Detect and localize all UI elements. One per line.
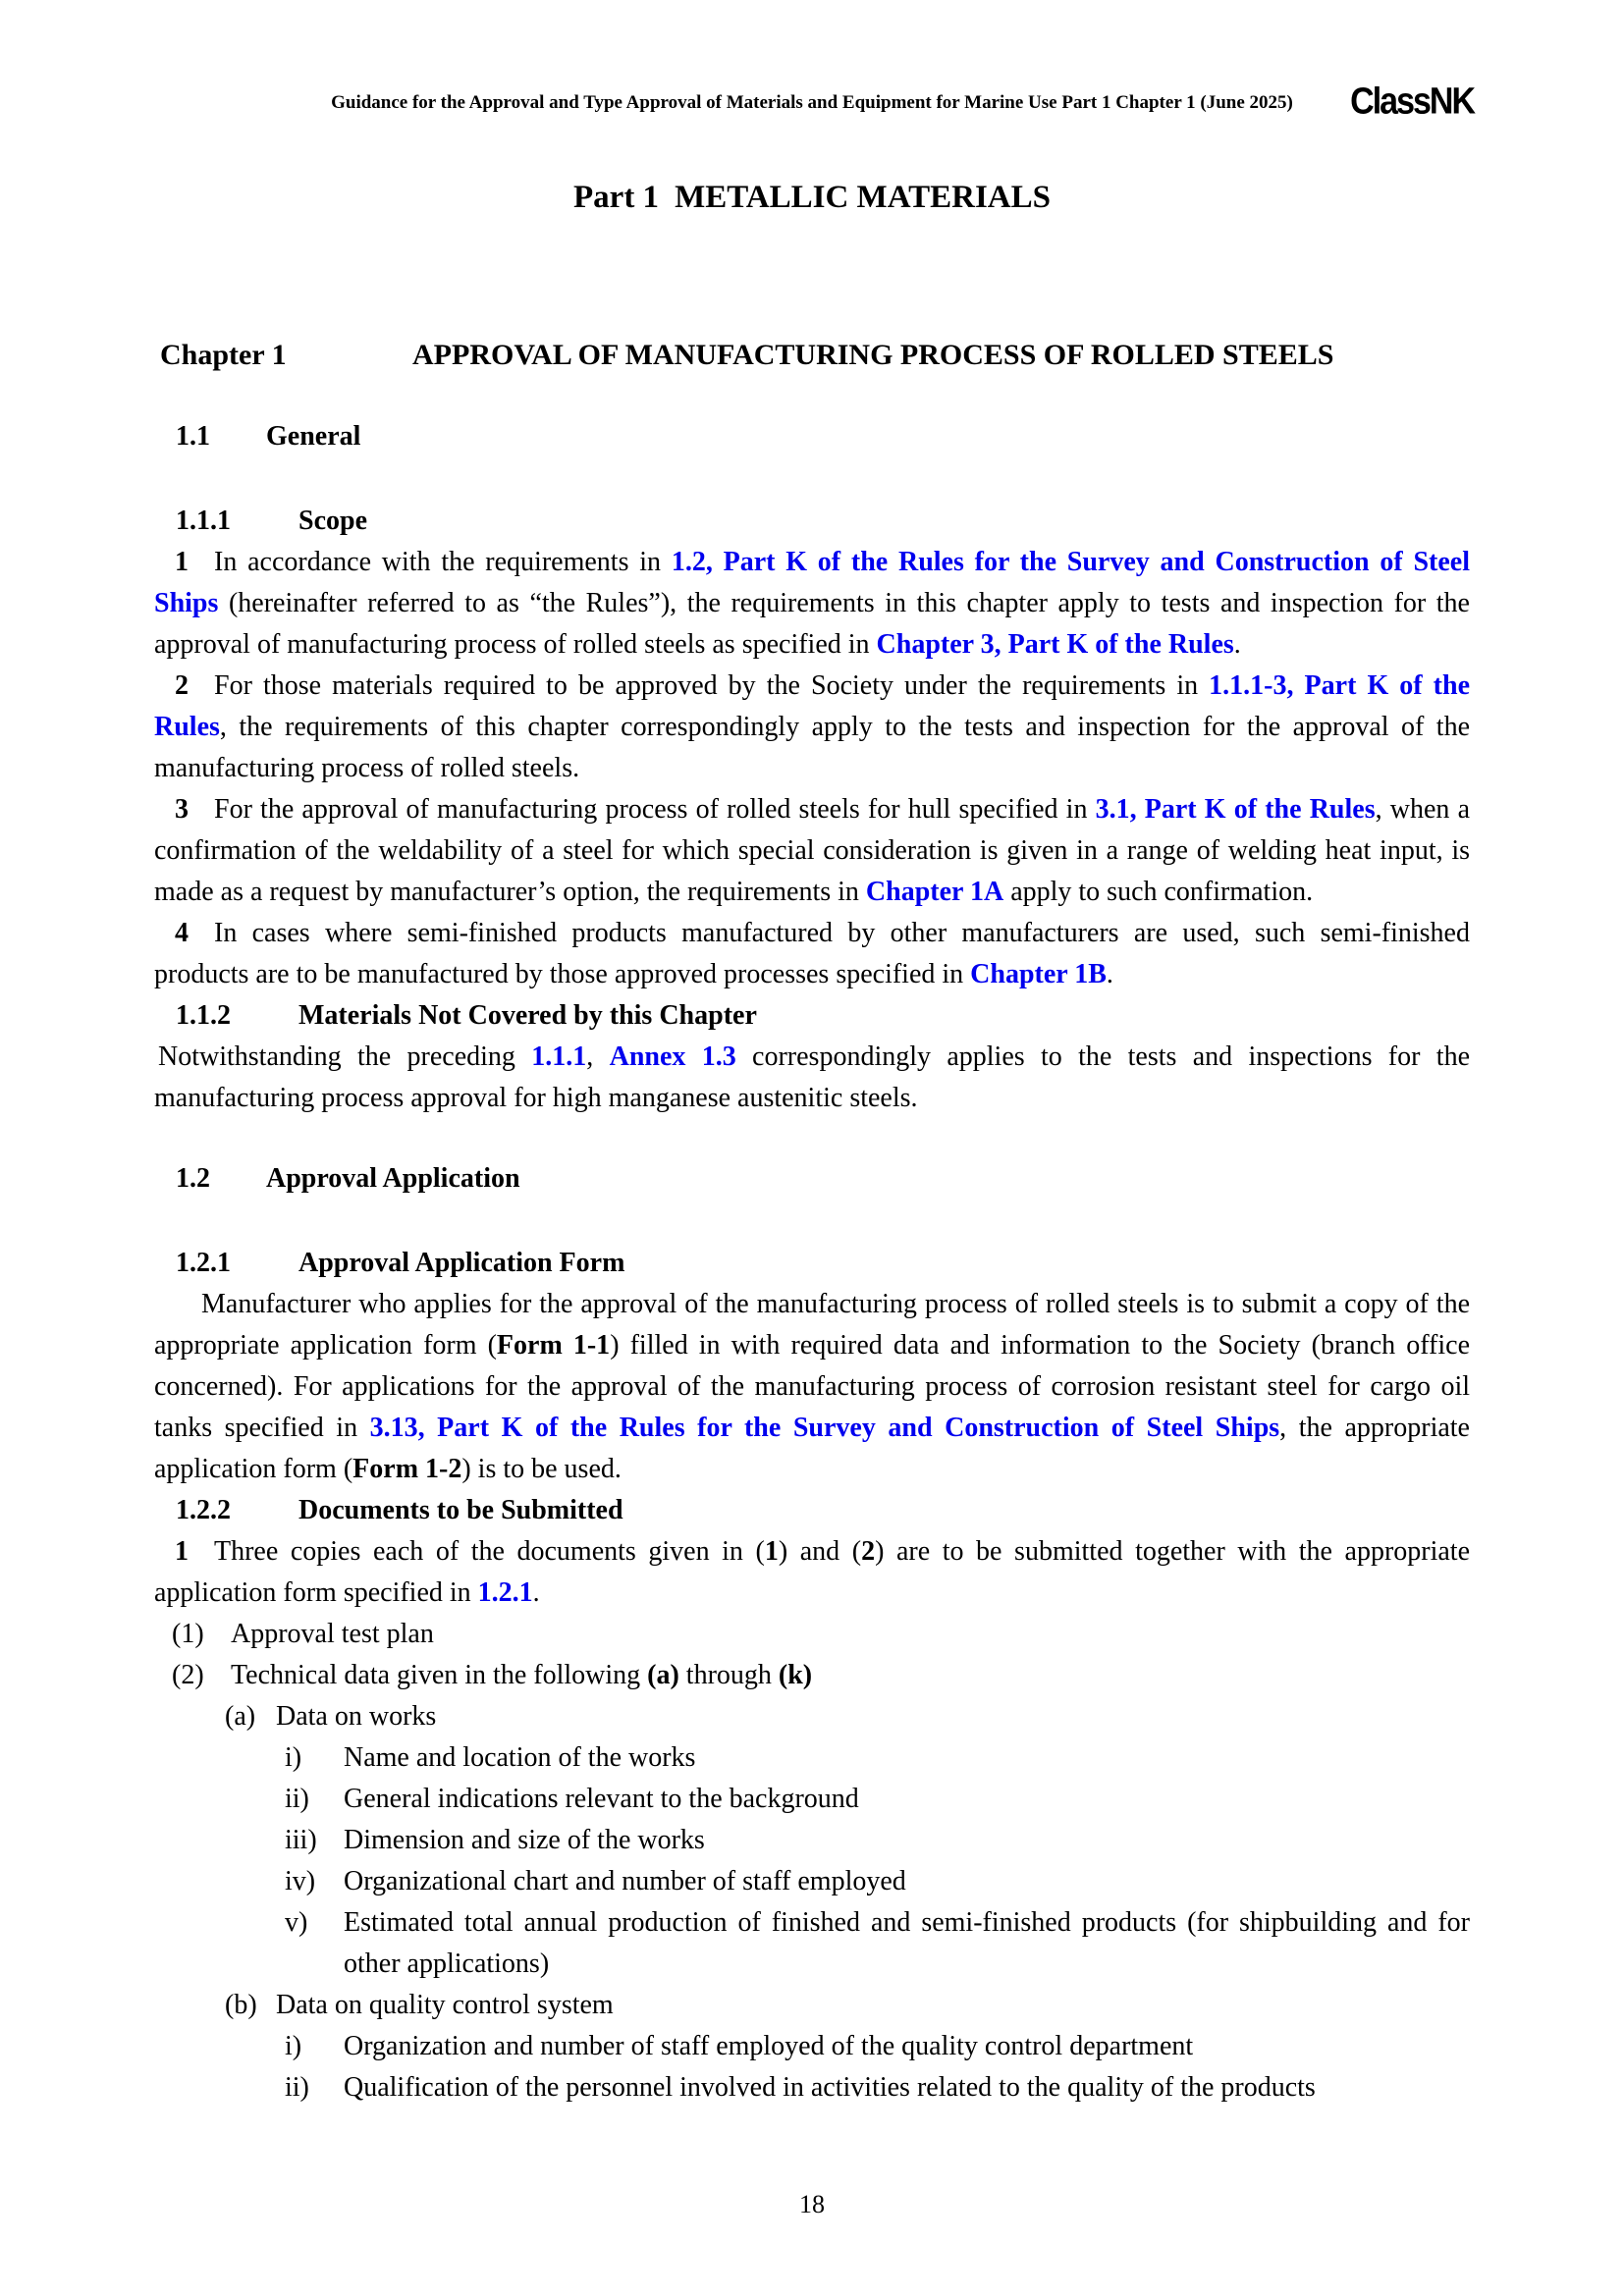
paragraph: Notwithstanding the preceding 1.1.1, Annex 1.3 correspondingly applies to the tests and inspections for the manufacturing process approval for high manganese austenitic steels. [154, 1041, 1470, 1113]
section-label: Scope [298, 506, 367, 536]
list-marker: i) [285, 1742, 302, 1773]
page-footer [0, 2189, 1624, 2220]
cross-reference-link[interactable]: 3.1, Part K of the Rules [1095, 794, 1376, 825]
list-item [154, 1737, 1470, 1779]
bold-text: (a) [647, 1660, 679, 1690]
section-label: Approval Application [266, 1163, 520, 1194]
list-marker: iii) [285, 1825, 317, 1855]
list-marker: ii) [285, 1784, 309, 1814]
list-marker: v) [285, 1907, 308, 1938]
cross-reference-link[interactable]: 1.2, Part K of the Rules for the Survey and Construction of Steel Ships [154, 547, 1470, 618]
section-heading-1.1.2 [154, 995, 1470, 1037]
page-number: 18 [799, 2190, 825, 2218]
section-number: 1.2 [176, 1163, 210, 1194]
part-title-text: METALLIC MATERIALS [675, 180, 1051, 215]
section-number: 1.2.2 [176, 1495, 231, 1525]
chapter-title: APPROVAL OF MANUFACTURING PROCESS OF ROLLED STEELS [412, 339, 1334, 371]
section-label: Documents to be Submitted [298, 1495, 623, 1525]
list-item-text: Data on quality control system [276, 1990, 614, 2020]
list-item-text: Qualification of the personnel involved in activities related to the quality of the products [344, 2072, 1316, 2103]
section-heading-1.2 [154, 1158, 1470, 1200]
list-item [154, 1985, 1470, 2026]
cross-reference-link[interactable]: 1.1.1-3, Part K of the Rules [154, 670, 1471, 742]
paragraph: 3 For the approval of manufacturing process of rolled steels for hull specified in 3.1, Part K of the Rules, when a confirmation of the weldability of a steel for which special consideration is given in a range of welding heat input, is made as a request by manufacturer’s option, the requirements in Chapter 1A apply to such confirmation. [154, 794, 1470, 907]
list-item-text: Organizational chart and number of staff employed [344, 1866, 906, 1896]
list-item [154, 1696, 1470, 1737]
list-marker: i) [285, 2031, 302, 2061]
section-heading-1.2.2 [154, 1490, 1470, 1531]
list-item-text: Dimension and size of the works [344, 1825, 705, 1855]
list-item-text: Technical data given in the following (a) through (k) [231, 1660, 813, 1690]
paragraph-number: 1 [175, 547, 189, 577]
bold-text: Form 1-1 [496, 1330, 611, 1361]
chapter-label: Chapter 1 [160, 339, 287, 371]
section-number: 1.1.1 [176, 506, 231, 536]
paragraph: 4 In cases where semi-finished products manufactured by other manufacturers are used, such semi-finished products are to be manufactured by those approved processes specified in Chapter 1B. [154, 918, 1470, 989]
cross-reference-link[interactable]: Chapter 1A [865, 877, 1004, 907]
list-item [154, 1902, 1470, 1985]
paragraph-number: 2 [175, 670, 189, 701]
classnk-logo: ClassNK [1350, 80, 1474, 123]
bold-text: (k) [778, 1660, 813, 1690]
list-item-text: Organization and number of staff employed of the quality control department [344, 2031, 1194, 2061]
list-item [154, 1779, 1470, 1820]
header-title: Guidance for the Approval and Type Approval of Materials and Equipment for Marine Use Part 1 Chapter 1 (June 2025) [331, 92, 1293, 113]
list-marker: ii) [285, 2072, 309, 2103]
section-label: Materials Not Covered by this Chapter [298, 1000, 757, 1031]
cross-reference-link[interactable]: Chapter 1B [970, 959, 1107, 989]
list-marker: (2) [172, 1660, 204, 1690]
paragraph-number: 3 [175, 794, 189, 825]
cross-reference-link[interactable]: Annex 1.3 [609, 1041, 736, 1072]
section-number: 1.2.1 [176, 1248, 231, 1278]
paragraph: 1 In accordance with the requirements in 1.2, Part K of the Rules for the Survey and Construction of Steel Ships (hereinafter referred to as “the Rules”), the requirements in this chapter apply to tests and inspection for the approval of manufacturing process of rolled steels as specified in Chapter 3, Part K of the Rules. [154, 547, 1470, 660]
list-item [154, 1655, 1470, 1696]
document-header [154, 80, 1474, 124]
cross-reference-link[interactable]: 1.2.1 [477, 1577, 533, 1608]
list-marker: iv) [285, 1866, 316, 1896]
list-item-text: Data on works [276, 1701, 437, 1732]
list-item [154, 1861, 1470, 1902]
bold-text: 1 [764, 1536, 779, 1567]
part-title [154, 175, 1470, 220]
document-body [154, 416, 1470, 2109]
part-title-label: Part 1 [573, 180, 660, 215]
bold-text: 2 [861, 1536, 876, 1567]
cross-reference-link[interactable]: Chapter 3, Part K of the Rules [876, 629, 1234, 660]
section-label: Approval Application Form [298, 1248, 625, 1278]
section-label: General [266, 421, 361, 452]
section-heading-1.2.1 [154, 1243, 1470, 1284]
list-item [154, 2067, 1470, 2109]
paragraph: 1 Three copies each of the documents given in (1) and (2) are to be submitted together with the appropriate application form specified in 1.2.1. [154, 1536, 1471, 1608]
list-item-text: Estimated total annual production of finished and semi-finished products (for shipbuilding and for other applications) [344, 1907, 1470, 1979]
section-heading-1.1 [154, 416, 1470, 457]
list-item [154, 1614, 1470, 1655]
list-marker: (a) [225, 1701, 256, 1732]
section-number: 1.1 [176, 421, 210, 452]
list-marker: (b) [225, 1990, 257, 2020]
section-number: 1.1.2 [176, 1000, 231, 1031]
section-heading-1.1.1 [154, 501, 1470, 542]
paragraph-number: 4 [175, 918, 189, 948]
list-item [154, 2026, 1470, 2067]
paragraph-number: 1 [175, 1536, 189, 1567]
list-item-text: Approval test plan [231, 1619, 434, 1649]
chapter-heading [154, 334, 1470, 377]
cross-reference-link[interactable]: 3.13, Part K of the Rules for the Survey and Construction of Steel Ships [369, 1413, 1280, 1443]
list-item-text: General indications relevant to the background [344, 1784, 859, 1814]
list-marker: (1) [172, 1619, 204, 1649]
list-item [154, 1820, 1470, 1861]
bold-text: Form 1-2 [352, 1454, 462, 1484]
paragraph: Manufacturer who applies for the approval of the manufacturing process of rolled steels is to submit a copy of the appropriate application form (Form 1-1) filled in with required data and information to the Society (branch office concerned). For applications for the approval of the manufacturing process of corrosion resistant steel for cargo oil tanks specified in 3.13, Part K of the Rules for the Survey and Construction of Steel Ships, the appropriate application form (Form 1-2) is to be used. [154, 1289, 1470, 1484]
paragraph: 2 For those materials required to be approved by the Society under the requirements in 1.1.1-3, Part K of the Rules, the requirements of this chapter correspondingly apply to the tests and inspection for the approval of the manufacturing process of rolled steels. [154, 670, 1471, 783]
list-item-text: Name and location of the works [344, 1742, 696, 1773]
cross-reference-link[interactable]: 1.1.1 [531, 1041, 587, 1072]
